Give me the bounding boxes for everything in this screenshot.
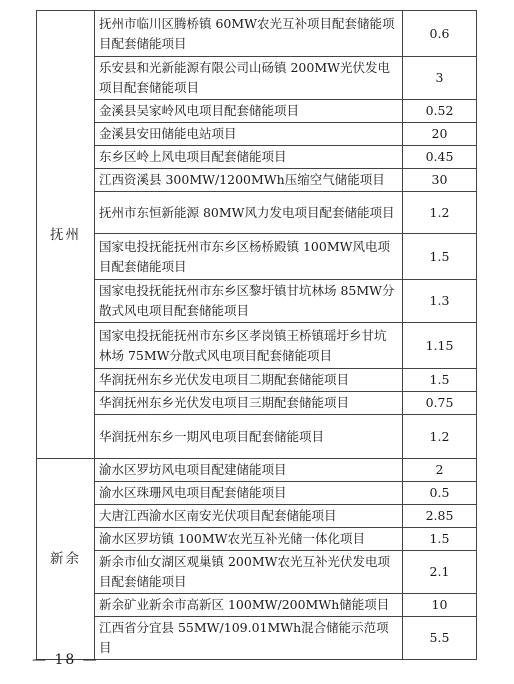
project-name: 渝水区罗坊风电项目配建储能项目 [95, 459, 403, 482]
project-value: 1.5 [403, 234, 477, 280]
project-name: 江西资溪县 300MW/1200MWh压缩空气储能项目 [95, 169, 403, 192]
table-row [37, 459, 477, 482]
table-row [37, 528, 477, 551]
project-name: 新余市仙女湖区观巢镇 200MW农光互补光伏发电项目配套储能项目 [95, 551, 403, 594]
project-value: 3 [403, 57, 477, 100]
project-name: 抚州市东恒新能源 80MW风力发电项目配套储能项目 [95, 192, 403, 234]
table-row [37, 192, 477, 234]
project-name: 大唐江西渝水区南安光伏项目配套储能项目 [95, 505, 403, 528]
project-name: 国家电投抚能抚州市东乡区黎圩镇甘坑林场 85MW分散式风电项目配套储能项目 [95, 280, 403, 323]
table-row [37, 392, 477, 415]
table-row [37, 369, 477, 392]
project-name: 乐安县和光新能源有限公司山砀镇 200MW光伏发电项目配套储能项目 [95, 57, 403, 100]
project-value: 5.5 [403, 617, 477, 660]
table-row [37, 11, 477, 57]
project-value: 2.1 [403, 551, 477, 594]
project-name: 国家电投抚能抚州市东乡区孝岗镇王桥镇瑶圩乡甘坑林场 75MW分散式风电项目配套储能项目 [95, 323, 403, 369]
project-value: 30 [403, 169, 477, 192]
table-row [37, 551, 477, 594]
project-value: 2.85 [403, 505, 477, 528]
table-row [37, 169, 477, 192]
table-row [37, 123, 477, 146]
project-name: 国家电投抚能抚州市东乡区杨桥殿镇 100MW风电项目配套储能项目 [95, 234, 403, 280]
project-value: 1.2 [403, 192, 477, 234]
table-row [37, 594, 477, 617]
table-row [37, 234, 477, 280]
table-row [37, 57, 477, 100]
project-value: 1.15 [403, 323, 477, 369]
project-name: 江西省分宜县 55MW/109.01MWh混合储能示范项目 [95, 617, 403, 660]
project-value: 1.2 [403, 415, 477, 459]
project-name: 抚州市临川区腾桥镇 60MW农光互补项目配套储能项目配套储能项目 [95, 11, 403, 57]
project-value: 1.5 [403, 369, 477, 392]
project-name: 金溪县吴家岭风电项目配套储能项目 [95, 100, 403, 123]
project-value: 10 [403, 594, 477, 617]
project-value: 0.52 [403, 100, 477, 123]
project-value: 0.5 [403, 482, 477, 505]
table-row [37, 505, 477, 528]
project-name: 东乡区岭上风电项目配套储能项目 [95, 146, 403, 169]
project-name: 华润抚州东乡光伏发电项目三期配套储能项目 [95, 392, 403, 415]
table-row [37, 482, 477, 505]
project-value: 0.75 [403, 392, 477, 415]
page-number: — 18 — [32, 652, 99, 668]
region-cell: 抚州 [37, 11, 95, 459]
project-value: 0.45 [403, 146, 477, 169]
project-value: 1.3 [403, 280, 477, 323]
project-name: 渝水区罗坊镇 100MW农光互补光储一体化项目 [95, 528, 403, 551]
project-value: 2 [403, 459, 477, 482]
table-row [37, 280, 477, 323]
project-name: 新余矿业新余市高新区 100MW/200MWh储能项目 [95, 594, 403, 617]
project-table [36, 10, 477, 660]
project-name: 华润抚州东乡一期风电项目配套储能项目 [95, 415, 403, 459]
table-row [37, 146, 477, 169]
project-name: 华润抚州东乡光伏发电项目二期配套储能项目 [95, 369, 403, 392]
table-row [37, 617, 477, 660]
project-name: 渝水区珠珊风电项目配套储能项目 [95, 482, 403, 505]
project-name: 金溪县安田储能电站项目 [95, 123, 403, 146]
table-row [37, 100, 477, 123]
table-row [37, 323, 477, 369]
project-value: 1.5 [403, 528, 477, 551]
project-value: 0.6 [403, 11, 477, 57]
table-row [37, 415, 477, 459]
region-cell: 新余 [37, 459, 95, 660]
project-value: 20 [403, 123, 477, 146]
